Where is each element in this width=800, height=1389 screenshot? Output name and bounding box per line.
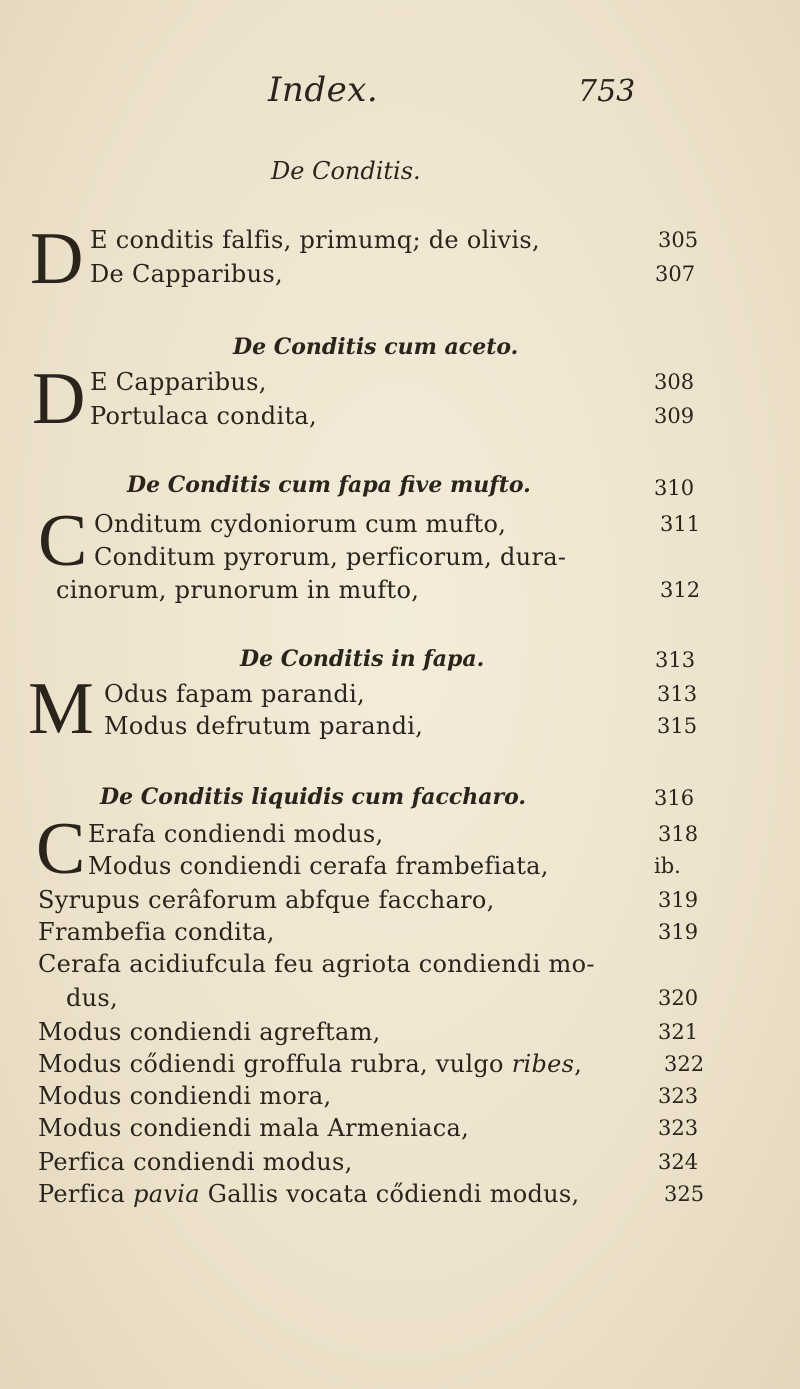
entry-page-number: 307	[655, 262, 696, 286]
index-entry: Syrupus cerâforum abfque faccharo,	[38, 886, 495, 914]
entry-page-number: 321	[658, 1020, 699, 1044]
entry-page-number: 305	[658, 228, 699, 252]
entry-page-number: 324	[658, 1150, 699, 1174]
index-entry: Portulaca condita,	[90, 402, 317, 430]
entry-page-number: 323	[658, 1084, 699, 1108]
index-entry: Modus condiendi mala Armeniaca,	[38, 1114, 470, 1142]
index-entry: Modus condiendi agreftam,	[38, 1018, 381, 1046]
entry-page-number: ib.	[654, 854, 681, 878]
entry-page-number: 325	[664, 1182, 705, 1206]
entry-text: ,	[574, 1050, 583, 1078]
drop-cap: D	[30, 218, 84, 300]
index-entry: Modus condiendi cerafa frambefiata,	[88, 852, 549, 880]
heading-page-number: 310	[654, 476, 695, 500]
entry-text-italic: ribes	[511, 1050, 575, 1078]
section-heading: De Conditis cum aceto.	[233, 334, 519, 360]
entry-page-number: 308	[654, 370, 695, 394]
entry-page-number: 323	[658, 1116, 699, 1140]
entry-page-number: 319	[658, 888, 699, 912]
index-entry: Modus defrutum parandi,	[104, 712, 424, 740]
page-number: 753	[578, 74, 636, 109]
entry-page-number: 319	[658, 920, 699, 944]
drop-cap: C	[36, 808, 86, 890]
index-entry: Frambefia condita,	[38, 918, 275, 946]
heading-page-number: 313	[655, 648, 696, 672]
heading-page-number: 316	[654, 786, 695, 810]
entry-page-number: 312	[660, 578, 701, 602]
section-heading: De Conditis cum fapa five mufto.	[127, 472, 531, 498]
index-entry: De Capparibus,	[90, 260, 283, 288]
index-entry	[38, 1050, 582, 1078]
index-entry: Cerafa acidiufcula feu agriota condiendi mo-	[38, 950, 595, 978]
index-entry	[38, 1180, 579, 1208]
entry-text-italic: pavia	[133, 1180, 200, 1208]
entry-text: Gallis vocata cődiendi modus,	[199, 1180, 580, 1208]
index-entry: Erafa condiendi modus,	[88, 820, 384, 848]
index-entry: Odus fapam parandi,	[104, 680, 365, 708]
entry-page-number: 313	[657, 682, 698, 706]
index-entry: Modus condiendi mora,	[38, 1082, 332, 1110]
index-entry: Conditum pyrorum, perficorum, dura-	[94, 543, 567, 571]
entry-text: Perfica	[38, 1180, 134, 1208]
index-entry: E conditis falfis, primumq; de olivis,	[90, 226, 540, 254]
entry-page-number: 318	[658, 822, 699, 846]
drop-cap: D	[32, 358, 86, 440]
running-header-title: Index.	[268, 70, 379, 110]
entry-page-number: 311	[660, 512, 701, 536]
section-heading: De Conditis.	[271, 157, 421, 185]
entry-page-number: 320	[658, 986, 699, 1010]
entry-text: Modus cődiendi groffula rubra, vulgo	[38, 1050, 512, 1078]
drop-cap: C	[38, 500, 88, 582]
entry-page-number: 309	[654, 404, 695, 428]
section-heading: De Conditis in fapa.	[240, 646, 485, 672]
index-entry: cinorum, prunorum in mufto,	[56, 576, 420, 604]
index-entry: Perfica condiendi modus,	[38, 1148, 353, 1176]
entry-page-number: 315	[657, 714, 698, 738]
drop-cap: M	[28, 668, 94, 750]
index-entry: E Capparibus,	[90, 368, 267, 396]
entry-page-number: 322	[664, 1052, 705, 1076]
index-entry: dus,	[66, 984, 118, 1012]
index-entry: Onditum cydoniorum cum mufto,	[94, 510, 507, 538]
section-heading: De Conditis liquidis cum faccharo.	[100, 784, 527, 810]
